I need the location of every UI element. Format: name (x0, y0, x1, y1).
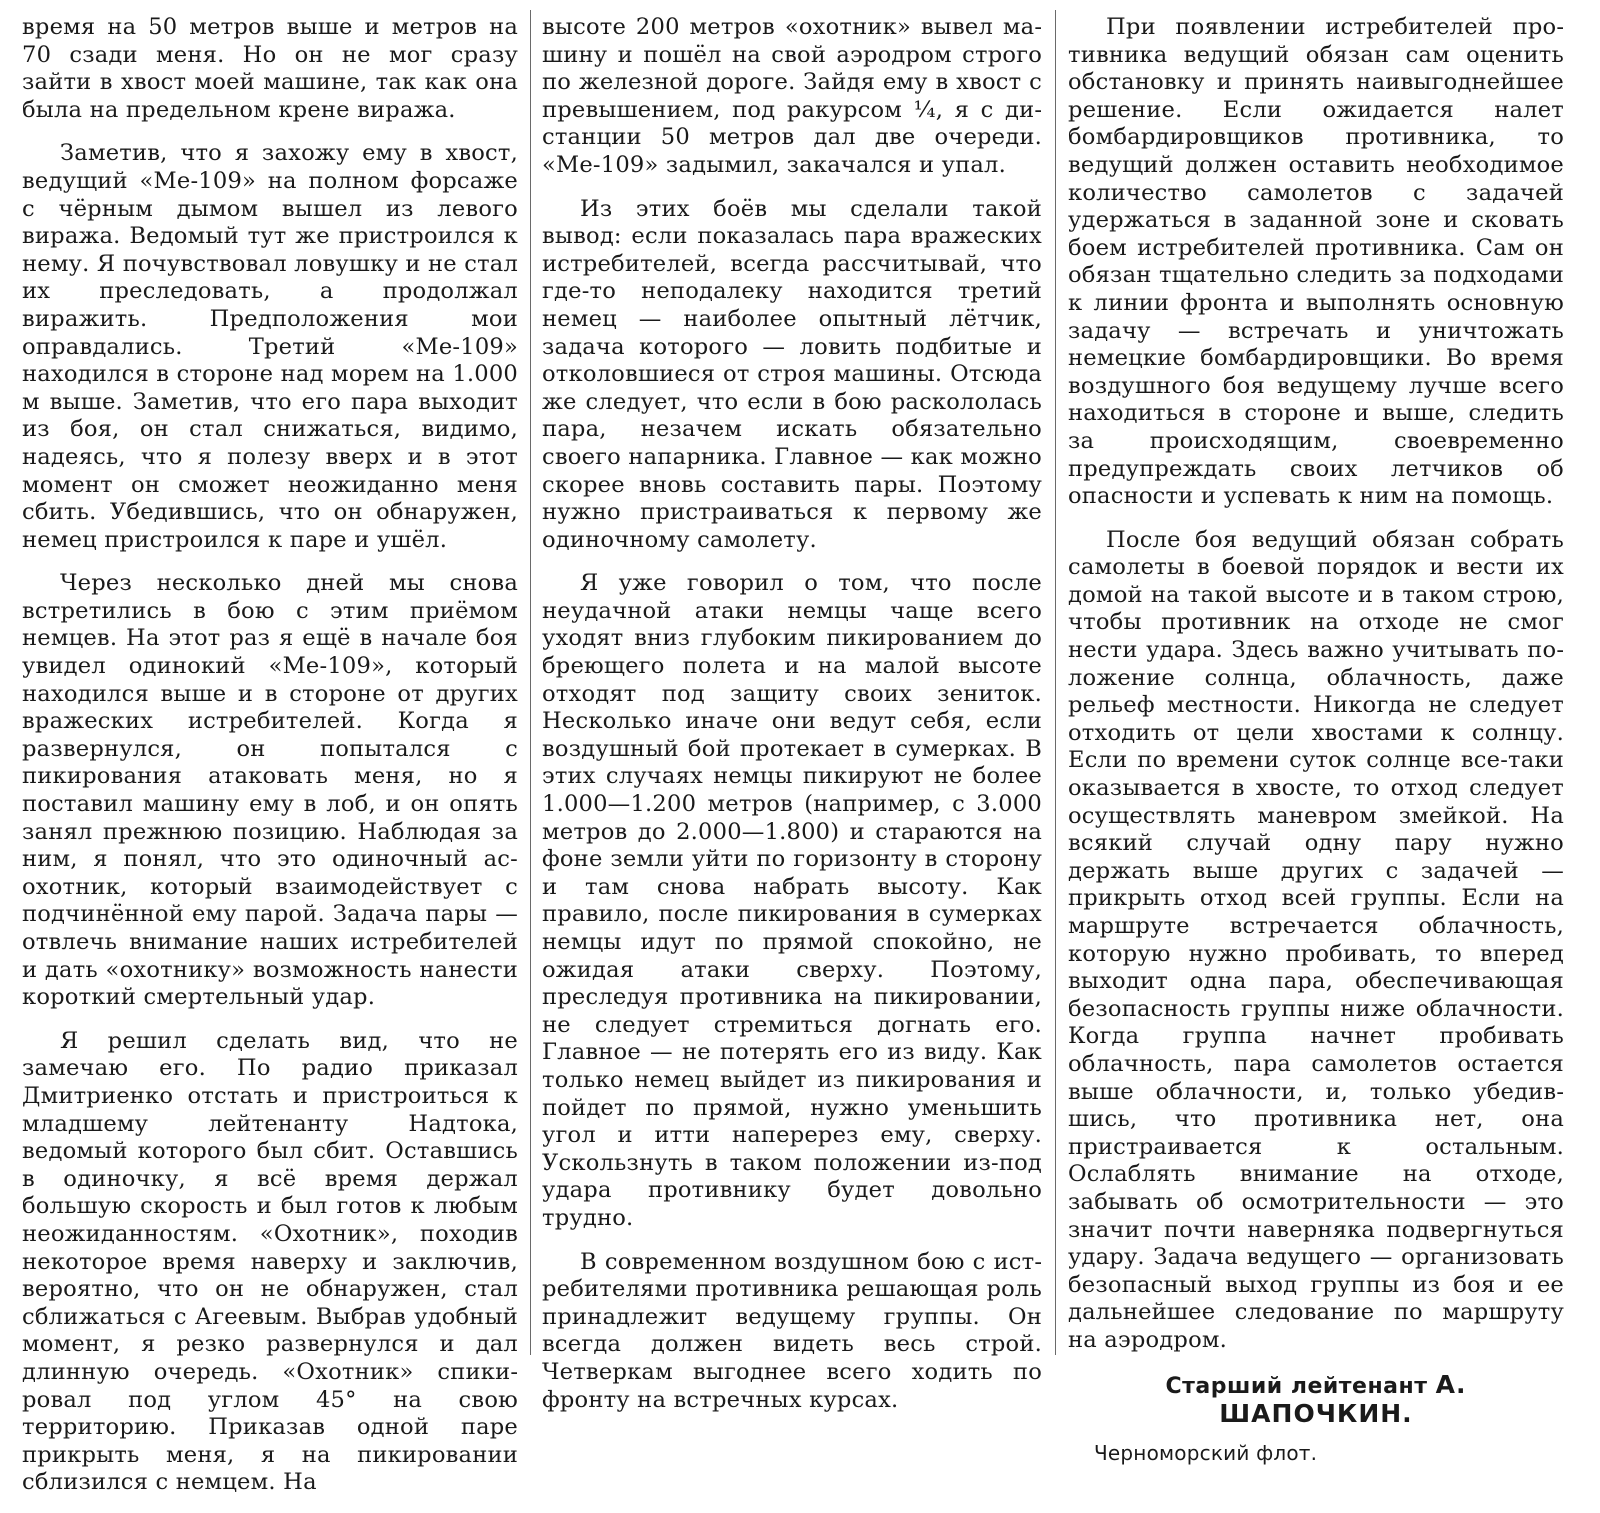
paragraph: Я уже говорил о том, что после неудачной атаки немцы чаще всего уходят вниз глубоким пикированием до бреющего полета и на малой высоте отходят под защиту своих зениток. Несколько иначе они ведут себя, если воздушный бой протекает в сумерках. В этих случаях немцы пикируют не более 1.000—1.200 метров (например, с 3.000 метров до 2.000—1.800) и стараются на фоне земли уйти по горизонту в сторону и там снова набрать высоту. Как правило, после пикирования в сумерках немцы идут по прямой спокойно, не ожидая атаки сверху. Поэтому, преследуя противника на пикировании, не следует стремиться догнать его. Главное — не потерять его из виду. Как только немец выйдет из пикирования и пойдет по прямой, нужно уменьшить угол и итти наперерез ему, сверху. Ускользнуть в таком положении из-под удара противнику будет довольно трудно. (542, 570, 1042, 1231)
author-rank: Старший лейтенант (1165, 1373, 1428, 1399)
paragraph: После боя ведущий обязан собрать самолеты в боевой порядок и вести их домой на такой высоте и в таком строю, чтобы противник на отходе не смог нести удара. Здесь важно учитывать положение солнца, облачность, даже рельеф местности. Никогда не следует отходить от цели хвостами к солнцу. Если по времени суток солнце все-таки оказывается в хвосте, то отход следует осуществлять маневром змейкой. На всякий случай одну пару нужно держать выше других с задачей — прикрыть отход всей группы. Если на маршруте встречается облачность, которую нужно пробивать, то вперед выходит одна пара, обеспечивающая безопасность группы ниже облачности. Когда группа начнет пробивать облачность, пара самолетов остается выше облачности, и, только убедившись, что противника нет, она пристраивается к остальным. Ослаблять внимание на отходе, забывать об осмотрительности — это значит почти наверняка подвергнуться удару. Задача ведущего — организовать безопасный выход группы из боя и ее дальнейшее следование по маршруту на аэродром. (1068, 526, 1564, 1353)
paragraph: Из этих боёв мы сделали такой вывод: если показалась пара вражеских истребителей, всегда рассчитывай, что где-то неподалеку находится третий немец — наиболее опытный лётчик, задача которого — ловить подбитые и отколовшиеся от строя машины. Отсюда же следует, что если в бою раскололась пара, незачем искать обязательно своего напарника. Главное — как можно скорее вновь составить пары. Поэтому нужно пристраиваться к первому же одиночному самолету. (542, 195, 1042, 553)
paragraph: Через несколько дней мы снова встретились в бою с этим приёмом немцев. На этот раз я ещё в начале боя увидел одинокий «Ме-109», который находился выше и в стороне от других вражеских истребителей. Когда я развернулся, он попытался с пикирования атаковать меня, но я поставил машину ему в лоб, и он опять занял прежнюю позицию. Наблюдая за ним, я понял, что это одиночный ас-охотник, который взаимодействует с подчинённой ему парой. Задача пары — отвлечь внимание наших истребителей и дать «охотнику» возможность нанести короткий смертельный удар. (22, 570, 518, 1011)
article-column-2 (542, 14, 1042, 1430)
paragraph: Заметив, что я захожу ему в хвост, ведущий «Ме-109» на полном форсаже с чёрным дымом вышел из левого виража. Ведомый тут же пристроился к нему. Я почувствовал ловушку и не стал их преследовать, а продолжал виражить. Предположения мои оправдались. Третий «Ме-109» находился в стороне над морем на 1.000 м выше. Заметив, что его пара выходит из боя, он стал снижаться, видимо, надеясь, что я полезу вверх и в этот момент он сможет неожиданно меня сбить. Убедившись, что он обнаружен, немец пристроился к паре и ушёл. (22, 140, 519, 553)
column-divider (1055, 10, 1056, 1355)
paragraph: Я решил сделать вид, что не замечаю его. По радио приказал Дмитриенко отстать и пристроиться к младшему лейтенанту Надтока, ведомый которого был сбит. Оставшись в одиночку, я всё время держал большую скорость и был готов к любым неожиданностям. «Охотник», походив некоторое время наверху и заключив, вероятно, что он не обнаружен, стал сближаться с Агеевым. Выбрав удобный момент, я резко развернулся и дал длинную очередь. «Охотник» спикировал под углом 45° на свою территорию. Приказав одной паре прикрыть меня, я на пикировании сблизился с немцем. На (22, 1027, 518, 1496)
paragraph: время на 50 метров выше и метров на 70 сзади меня. Но он не мог сразу зайти в хвост моей машине, так как она была на предельном крене виража. (22, 14, 518, 123)
author-unit: Черноморский флот. (1094, 1440, 1318, 1465)
author-signature (1068, 1371, 1564, 1430)
article-column-1 (22, 14, 518, 1513)
paragraph: высоте 200 метров «охотник» вывел машину и пошёл на свой аэродром строго по железной дороге. Зайдя ему в хвост с превышением, под ракурсом ¼, я с дистанции 50 метров дал две очереди. «Ме-109» задымил, закачался и упал. (542, 14, 1042, 178)
article-column-3 (1068, 14, 1564, 1467)
author-name: А. ШАПОЧКИН. (1219, 1369, 1467, 1429)
paragraph: В современном воздушном бою с истребителями противника решающая роль принадлежит ведущему группы. Он всегда должен видеть весь строй. Четверкам выгоднее всего ходить по фронту на встречных курсах. (542, 1248, 1042, 1413)
paragraph: При появлении истребителей противника ведущий обязан сам оценить обстановку и принять наивыгоднейшее решение. Если ожидается налет бомбардировщиков противника, то ведущий должен оставить необходимое количество самолетов с задачей удержаться в заданной зоне и сковать боем истребителей противника. Сам он обязан тщательно следить за подходами к линии фронта и выполнять основную задачу — встречать и уничтожать немецкие бомбардировщики. Во время воздушного боя ведущему лучше всего находиться в стороне и выше, следить за происходящим, своевременно предупреждать своих летчиков об опасности и успевать к ним на помощь. (1068, 14, 1564, 510)
column-divider (530, 10, 531, 1355)
